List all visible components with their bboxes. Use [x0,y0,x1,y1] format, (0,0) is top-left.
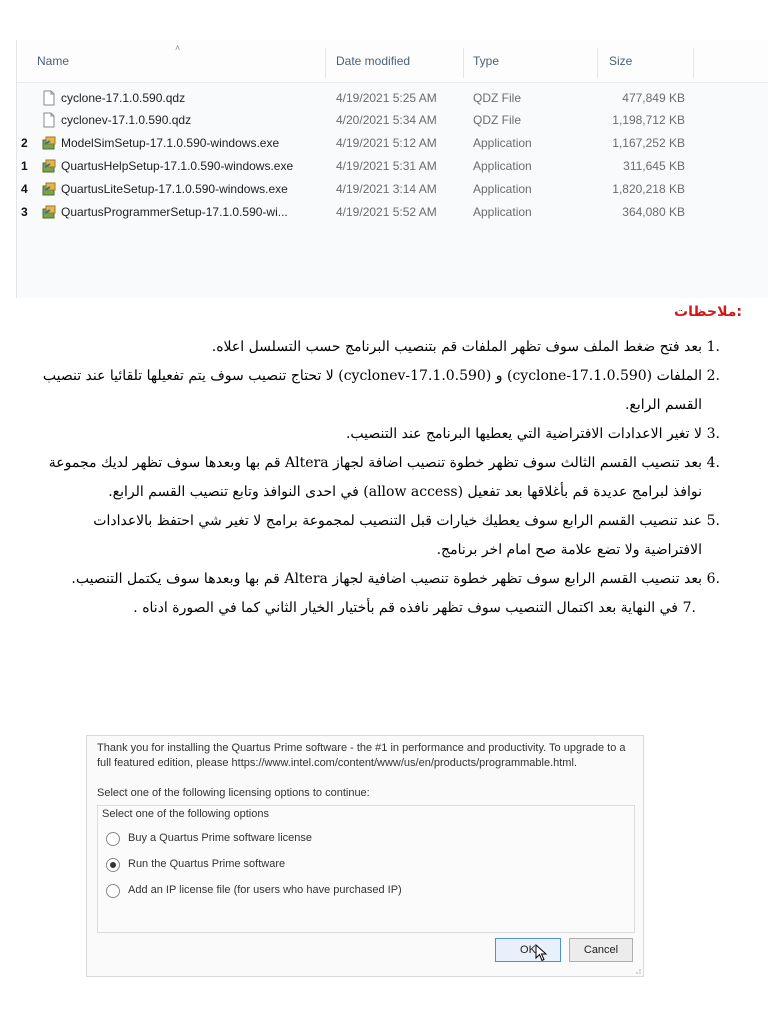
document-icon [41,90,57,106]
column-header-name[interactable]: Name [37,54,70,68]
file-size: 1,167,252 KB [612,136,685,150]
file-row[interactable] [17,156,768,176]
note-text: لا تغير الاعدادات الافتراضية التي يعطيها البرنامج عند التنصيب. [345,426,702,442]
column-divider[interactable] [325,48,326,78]
column-header-type[interactable]: Type [473,54,500,68]
thank-you-message: Thank you for installing the Quartus Prime software - the #1 in performance and productivity. To upgrade to a full featured edition, please https://www.intel.com/content/www/us/en/products/programmable.html. [97,742,626,769]
column-divider[interactable] [693,48,694,78]
file-name: QuartusHelpSetup-17.1.0.590-windows.exe [61,159,294,173]
file-row[interactable] [17,110,768,130]
note-number: 3. [706,426,720,442]
note-text: بعد تنصيب القسم الثالث سوف تظهر خطوة تنصيب اضافة لجهاز Altera قم بها وبعدها سوف تظهر لديك مجموعة نوافذ لبرامج عديدة قم بأغلاقها بعد تفعيل (allow access) في احدى النوافذ وتابع تنصيب القسم الرابع. [48,455,702,500]
file-type: Application [473,182,532,196]
installer-icon [41,204,57,220]
sort-ascending-icon[interactable]: ˄ [175,43,181,53]
notes-heading: ملاحظات: [674,304,742,320]
option-label[interactable]: Buy a Quartus Prime software license [128,832,313,844]
order-number: 1 [21,159,28,173]
file-size: 311,645 KB [623,159,685,173]
file-size: 477,849 KB [622,91,685,105]
note-item [40,362,720,420]
note-number: 2. [706,368,720,384]
file-type: Application [473,136,532,150]
radio-button[interactable] [106,832,120,846]
note-text: في النهاية بعد اكتمال التنصيب سوف تظهر نافذه قم بأختيار الخيار الثاني كما في الصورة ادناه . [133,600,678,616]
file-date: 4/20/2021 5:34 AM [336,113,437,127]
note-item [40,420,720,449]
file-date: 4/19/2021 5:31 AM [336,159,437,173]
radio-selected-dot [110,862,116,868]
file-date: 4/19/2021 3:14 AM [336,182,437,196]
licensing-options-group [97,805,635,933]
file-type: QDZ File [473,91,521,105]
note-text: الملفات (cyclone-17.1.0.590) و (cyclonev-17.1.0.590) لا تحتاج تنصيب سوف يتم تفعيلها تلقائيا عند تنصيب القسم الرابع. [42,368,702,413]
installer-icon [41,158,57,174]
file-row[interactable] [17,179,768,199]
notes-list [40,333,720,623]
file-date: 4/19/2021 5:52 AM [336,205,437,219]
group-title: Select one of the following options [102,808,269,820]
note-item [40,507,720,565]
radio-button[interactable] [106,884,120,898]
cancel-button[interactable]: Cancel [569,938,633,962]
file-type: Application [473,205,532,219]
file-name: ModelSimSetup-17.1.0.590-windows.exe [61,136,280,150]
order-number: 4 [21,182,28,196]
installer-icon [41,135,57,151]
file-type: Application [473,159,532,173]
note-item [40,594,696,623]
file-size: 1,198,712 KB [612,113,685,127]
file-date: 4/19/2021 5:12 AM [336,136,437,150]
order-number: 3 [21,205,28,219]
note-number: 5. [706,513,720,529]
option-label[interactable]: Run the Quartus Prime software [128,858,286,870]
file-name: QuartusProgrammerSetup-17.1.0.590-wi... [61,205,288,219]
order-number: 2 [21,136,28,150]
file-row[interactable] [17,202,768,222]
note-number: 6. [706,571,720,587]
mouse-pointer-icon [535,944,549,962]
file-row[interactable] [17,88,768,108]
licensing-prompt: Select one of the following licensing options to continue: [97,787,370,799]
file-name: QuartusLiteSetup-17.1.0.590-windows.exe [61,182,288,196]
radio-button-selected[interactable] [106,858,120,872]
file-row[interactable] [17,133,768,153]
note-number: 4. [706,455,720,471]
license-dialog [86,735,644,977]
ok-button[interactable]: OK [495,938,561,962]
file-explorer-list [16,40,768,298]
column-divider[interactable] [463,48,464,78]
note-number: 1. [706,339,720,355]
note-item [40,333,720,362]
document-icon [41,112,57,128]
resize-grip-icon[interactable] [633,966,641,974]
file-name: cyclonev-17.1.0.590.qdz [61,113,192,127]
note-item [40,449,720,507]
option-label[interactable]: Add an IP license file (for users who have purchased IP) [128,884,402,896]
file-type: QDZ File [473,113,521,127]
column-divider[interactable] [597,48,598,78]
column-header-size[interactable]: Size [609,54,633,68]
note-text: عند تنصيب القسم الرابع سوف يعطيك خيارات قبل التنصيب لمجموعة برامج لا تغير شي احتفظ بالاعدادات الافتراضية ولا تضع علامة صح امام اخر برنامج. [93,513,702,558]
column-header-date[interactable]: Date modified [336,54,411,68]
note-item [40,565,720,594]
column-header-row [17,40,768,83]
file-name: cyclone-17.1.0.590.qdz [61,91,186,105]
note-text: بعد تنصيب القسم الرابع سوف تظهر خطوة تنصيب اضافية لجهاز Altera قم بها وبعدها سوف يكتمل التنصيب. [71,571,702,587]
file-date: 4/19/2021 5:25 AM [336,91,437,105]
note-text: بعد فتح ضغط الملف سوف تظهر الملفات قم بتنصيب البرنامج حسب التسلسل اعلاه. [211,339,702,355]
note-number: 7. [682,600,696,616]
file-size: 1,820,218 KB [612,182,685,196]
installer-icon [41,181,57,197]
file-size: 364,080 KB [622,205,685,219]
